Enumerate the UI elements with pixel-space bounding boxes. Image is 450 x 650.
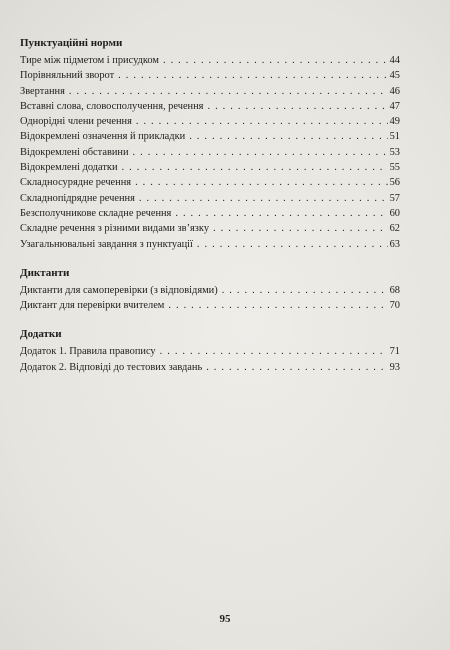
toc-entry bbox=[20, 191, 400, 206]
entry-page-number: 51 bbox=[389, 131, 400, 143]
entry-title: Складносурядне речення bbox=[20, 177, 132, 189]
dot-leader bbox=[122, 160, 388, 175]
entry-page-number: 46 bbox=[389, 85, 400, 97]
entry-title: Тире між підметом і присудком bbox=[20, 55, 159, 66]
entry-title: Однорідні члени речення bbox=[20, 116, 132, 128]
toc-entry bbox=[20, 145, 400, 160]
entry-title: Звертання bbox=[20, 85, 65, 97]
dot-leader bbox=[160, 344, 388, 359]
dot-leader bbox=[213, 221, 388, 236]
dot-leader bbox=[207, 99, 387, 114]
entry-title: Диктанти для самоперевірки (з відповідями) bbox=[20, 284, 218, 296]
toc-entry bbox=[20, 84, 400, 99]
toc-section bbox=[20, 36, 400, 252]
entry-page-number: 56 bbox=[389, 177, 400, 189]
toc-section bbox=[20, 266, 400, 314]
entry-page-number: 62 bbox=[389, 223, 400, 235]
dot-leader bbox=[168, 298, 387, 313]
section-heading: Диктанти bbox=[20, 266, 70, 279]
entry-page-number: 71 bbox=[389, 346, 400, 358]
toc-entry bbox=[20, 175, 400, 190]
toc-entry bbox=[20, 298, 400, 313]
dot-leader bbox=[139, 191, 388, 206]
dot-leader bbox=[175, 206, 387, 221]
entry-page-number: 44 bbox=[389, 55, 400, 66]
toc-entry bbox=[20, 344, 400, 359]
toc-entry bbox=[20, 68, 400, 83]
toc-entry bbox=[20, 160, 400, 175]
toc-entry bbox=[20, 360, 400, 375]
dot-leader bbox=[118, 68, 387, 83]
toc-entry bbox=[20, 53, 400, 68]
entry-title: Порівняльний зворот bbox=[20, 70, 115, 82]
toc-entry bbox=[20, 99, 400, 114]
entry-title: Додаток 2. Відповіді до тестових завдань bbox=[20, 361, 203, 373]
entry-page-number: 47 bbox=[389, 100, 400, 112]
dot-leader bbox=[222, 283, 388, 298]
entry-title: Відокремлені обставини bbox=[20, 146, 129, 158]
dot-leader bbox=[197, 237, 388, 252]
section-heading: Пунктуаційні норми bbox=[20, 37, 123, 49]
section-heading: Додатки bbox=[20, 328, 62, 341]
entry-title: Відокремлені означення й прикладки bbox=[20, 131, 186, 143]
entry-title: Додаток 1. Правила правопису bbox=[20, 346, 156, 358]
toc-entry bbox=[20, 221, 400, 236]
toc-entry bbox=[20, 129, 400, 144]
toc-entry bbox=[20, 237, 400, 252]
dot-leader bbox=[189, 129, 387, 144]
toc-section bbox=[20, 327, 400, 375]
entry-page-number: 63 bbox=[389, 238, 400, 250]
entry-page-number: 53 bbox=[389, 146, 400, 158]
entry-page-number: 93 bbox=[389, 361, 400, 373]
entry-title: Складне речення з різними видами зв’язку bbox=[20, 223, 210, 235]
toc-entry bbox=[20, 114, 400, 129]
entry-page-number: 60 bbox=[389, 207, 400, 219]
dot-leader bbox=[69, 84, 388, 99]
dot-leader bbox=[135, 175, 388, 190]
entry-title: Узагальнювальні завдання з пунктуації bbox=[20, 238, 193, 250]
entry-title: Безсполучникове складне речення bbox=[20, 207, 172, 219]
entry-title: Відокремлені додатки bbox=[20, 162, 118, 174]
entry-page-number: 57 bbox=[389, 192, 400, 204]
entry-page-number: 55 bbox=[389, 162, 400, 174]
dot-leader bbox=[133, 145, 388, 160]
toc-entry bbox=[20, 206, 400, 221]
table-of-contents bbox=[20, 36, 400, 389]
entry-page-number: 68 bbox=[389, 284, 400, 296]
entry-page-number: 70 bbox=[389, 300, 400, 312]
entry-title: Диктант для перевірки вчителем bbox=[20, 300, 165, 312]
dot-leader bbox=[206, 360, 387, 375]
dot-leader bbox=[163, 53, 388, 68]
entry-page-number: 49 bbox=[389, 116, 400, 128]
dot-leader bbox=[136, 114, 388, 129]
toc-entry bbox=[20, 283, 400, 298]
entry-title: Складнопідрядне речення bbox=[20, 192, 135, 204]
entry-page-number: 45 bbox=[389, 70, 400, 82]
entry-title: Вставні слова, словосполучення, речення bbox=[20, 100, 204, 112]
page-number: 95 bbox=[219, 613, 231, 625]
